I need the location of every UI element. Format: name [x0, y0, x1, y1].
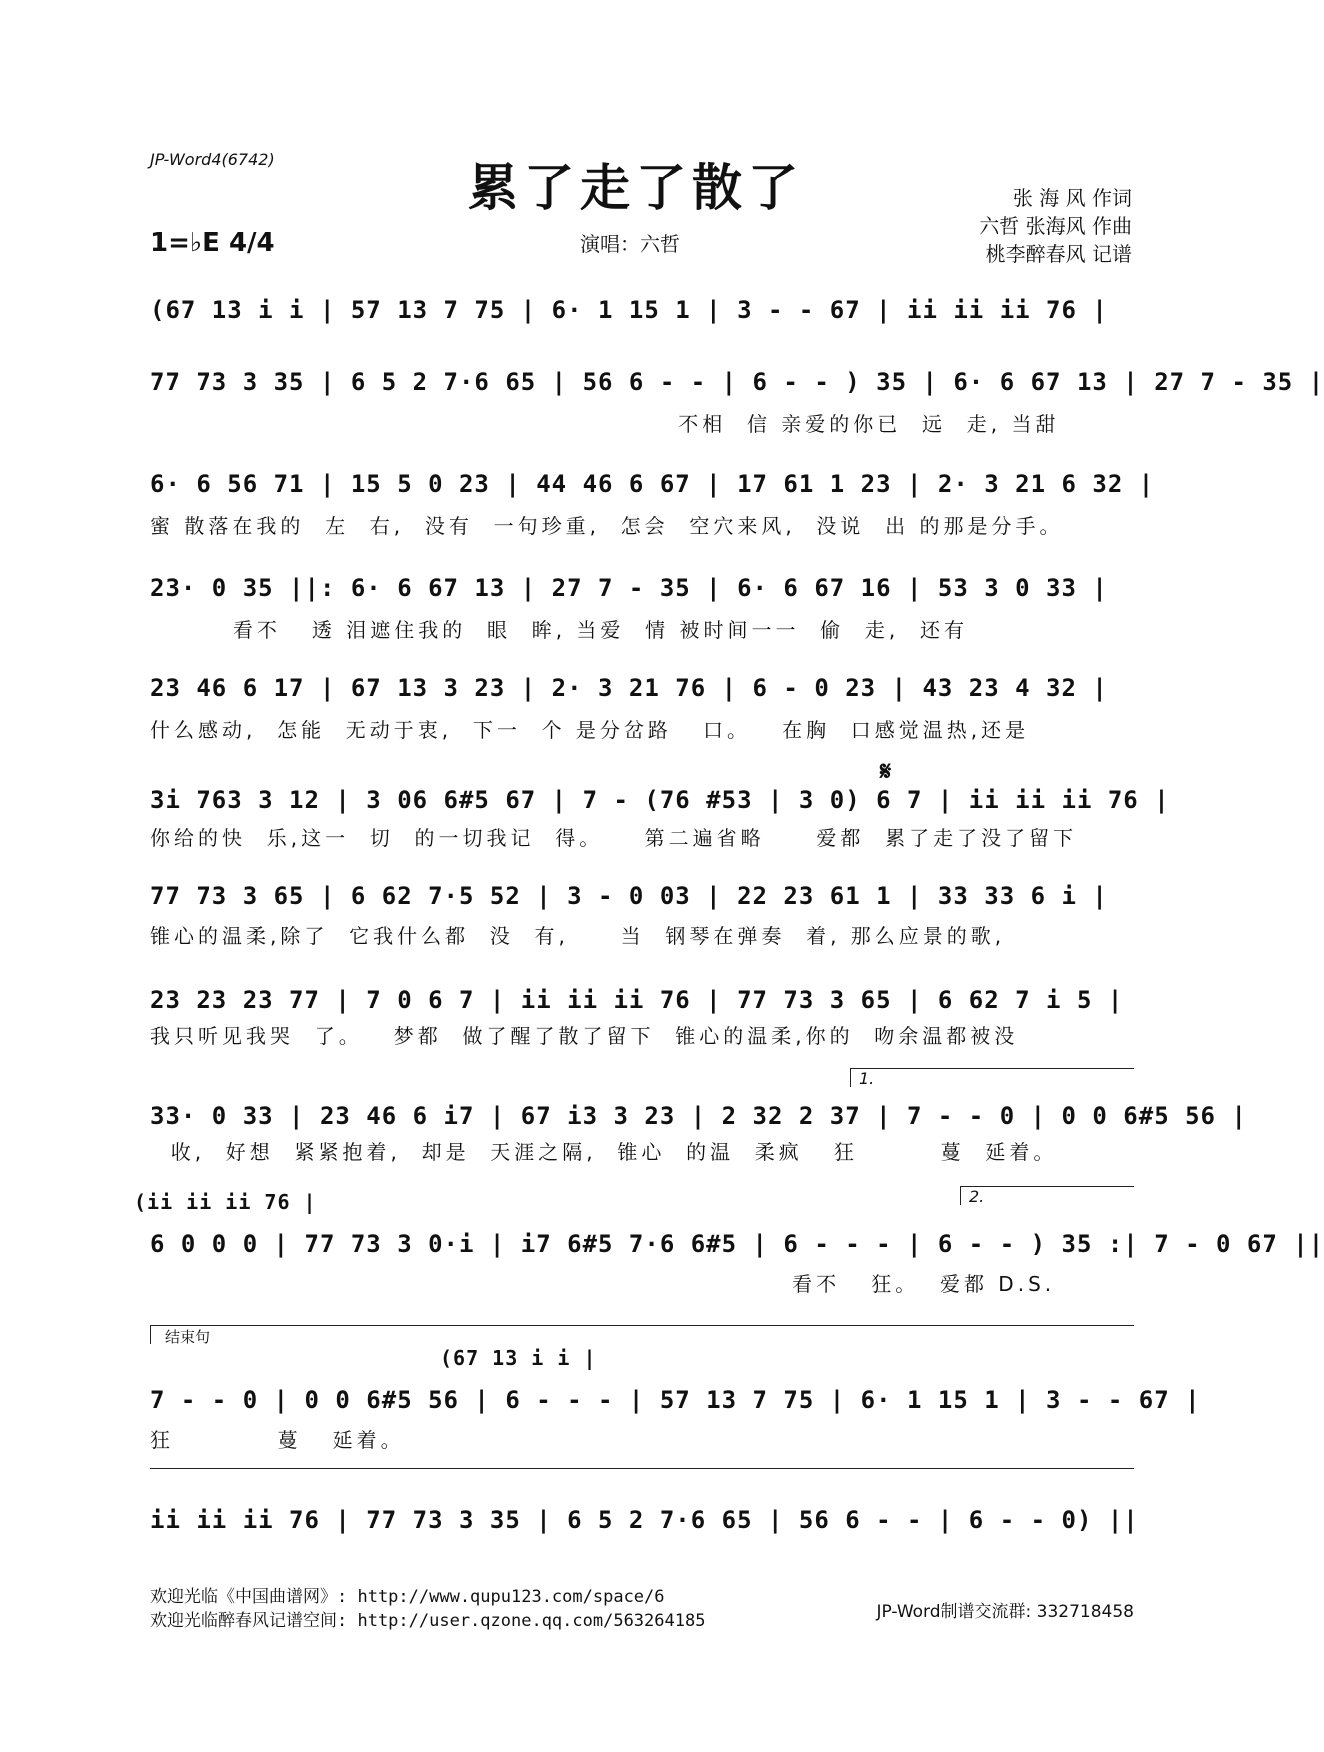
notation-row-6: 3i 763 3 12 | 3 06 6#5 67 | 7 - (76 #53 | 3 0) 6 7 | ii ii ii 76 |	[150, 786, 1170, 814]
volta-1-bracket	[850, 1068, 1134, 1087]
lyrics-row-3: 蜜 散落在我的 左 右, 没有 一句珍重, 怎会 空穴来风, 没说 出 的那是分手。	[150, 514, 1064, 538]
volta-2-label: 2.	[969, 1187, 985, 1206]
singer-label: 演唱：六哲	[580, 232, 680, 256]
transcriber-credit: 桃李醉春风 记谱	[985, 242, 1132, 266]
lyricist-credit: 张 海 风 作词	[1012, 186, 1132, 210]
volta-1-label: 1.	[859, 1069, 875, 1088]
lyrics-row-6: 你给的快 乐,这一 切 的一切我记 得。 第二遍省略 爱都 累了走了没了留下	[150, 826, 1078, 850]
notation-row-11: 7 - - 0 | 0 0 6#5 56 | 6 - - - | 57 13 7 75 | 6· 1 15 1 | 3 - - 67 |	[150, 1386, 1201, 1414]
footer-line-1: 欢迎光临《中国曲谱网》: http://www.qupu123.com/space/6	[150, 1587, 665, 1607]
credits	[979, 184, 1132, 268]
key-signature: 1=♭E 4/4	[150, 228, 275, 258]
song-title: 累了走了散了	[468, 158, 804, 217]
lyrics-row-4: 看不 透 泪遮住我的 眼 眸, 当爱 情 被时间一一 偷 走, 还有	[150, 618, 969, 642]
notation-row-3: 6· 6 56 71 | 15 5 0 23 | 44 46 6 67 | 17 61 1 23 | 2· 3 21 6 32 |	[150, 470, 1155, 498]
lyrics-row-10: 看不 狂。 爱都 D.S.	[150, 1272, 1056, 1296]
coda-label: 结束句	[165, 1328, 211, 1346]
notation-row-1: (67 13 i i | 57 13 7 75 | 6· 1 15 1 | 3 - - 67 | ii ii ii 76 |	[150, 296, 1108, 324]
notation-row-2: 77 73 3 35 | 6 5 2 7·6 65 | 56 6 - - | 6 - - ) 35 | 6· 6 67 13 | 27 7 - 35 |	[150, 368, 1324, 396]
lyrics-row-2: 不相 信 亲爱的你已 远 走, 当甜	[150, 412, 1060, 436]
notation-row-5: 23 46 6 17 | 67 13 3 23 | 2· 3 21 76 | 6 - 0 23 | 43 23 4 32 |	[150, 674, 1108, 702]
notation-row-9: 33· 0 33 | 23 46 6 i7 | 67 i3 3 23 | 2 32 2 37 | 7 - - 0 | 0 0 6#5 56 |	[150, 1102, 1247, 1130]
footer-group: JP-Word制谱交流群: 332718458	[876, 1602, 1134, 1622]
ossia-end-line: (67 13 i i |	[440, 1346, 597, 1370]
notation-row-12: ii ii ii 76 | 77 73 3 35 | 6 5 2 7·6 65 | 56 6 - - | 6 - - 0) ||	[150, 1506, 1139, 1534]
lyrics-row-9: 收, 好想 紧紧抱着, 却是 天涯之隔, 锥心 的温 柔疯 狂 蔓 延着。	[150, 1140, 1058, 1164]
composer-credit: 六哲 张海风 作曲	[979, 214, 1132, 238]
notation-row-7: 77 73 3 65 | 6 62 7·5 52 | 3 - 0 03 | 22 23 61 1 | 33 33 6 i |	[150, 882, 1108, 910]
segno-sign: 𝄋	[880, 757, 892, 787]
source-label: JP-Word4(6742)	[150, 150, 275, 169]
lyrics-row-7: 锥心的温柔,除了 它我什么都 没 有, 当 钢琴在弹奏 着, 那么应景的歌,	[150, 924, 1006, 948]
lyrics-row-11: 狂 蔓 延着。	[150, 1428, 405, 1452]
final-row-line	[150, 1468, 1134, 1470]
lyrics-row-5: 什么感动, 怎能 无动于衷, 下一 个 是分岔路 口。 在胸 口感觉温热,还是	[150, 718, 1030, 742]
notation-row-4: 23· 0 35 ||: 6· 6 67 13 | 27 7 - 35 | 6· 6 67 16 | 53 3 0 33 |	[150, 574, 1108, 602]
ossia-top-line: (ii ii ii 76 |	[134, 1190, 317, 1214]
lyrics-row-8: 我只听见我哭 了。 梦都 做了醒了散了留下 锥心的温柔,你的 吻余温都被没	[150, 1024, 1019, 1048]
footer-links	[150, 1585, 705, 1633]
notation-row-10: 6 0 0 0 | 77 73 3 0·i | i7 6#5 7·6 6#5 | 6 - - - | 6 - - ) 35 :| 7 - 0 67 ||	[150, 1230, 1324, 1258]
footer-line-2: 欢迎光临醉春风记谱空间: http://user.qzone.qq.com/563264185	[150, 1611, 706, 1631]
notation-row-8: 23 23 23 77 | 7 0 6 7 | ii ii ii 76 | 77 73 3 65 | 6 62 7 i 5 |	[150, 986, 1124, 1014]
volta-2-bracket	[960, 1186, 1134, 1205]
coda-bracket	[150, 1325, 1134, 1344]
